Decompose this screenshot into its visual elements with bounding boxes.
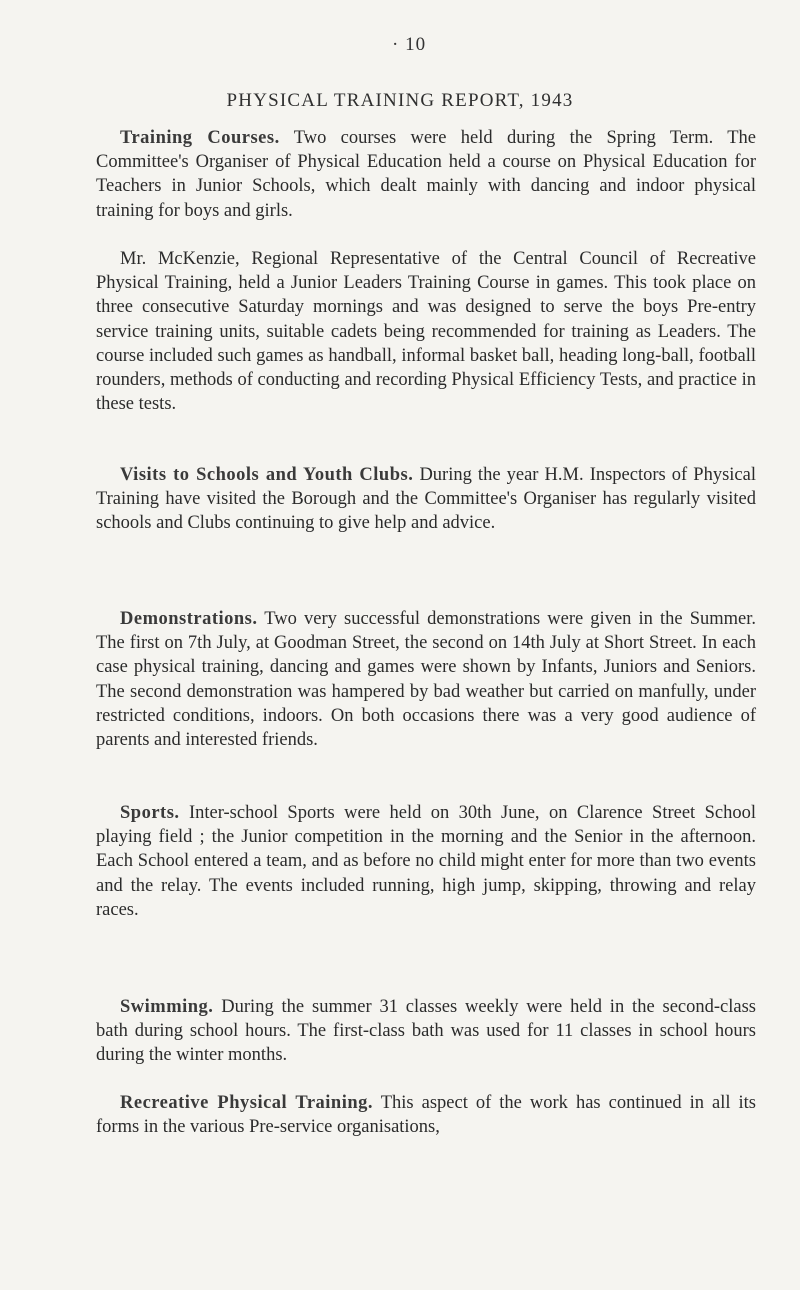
section-training-courses [96,126,756,223]
section-demonstrations [96,607,756,752]
section-text: Inter-school Sports were held on 30th June, on Clarence Street School playing field ; the Junior competition in the morning and the Senior in the afternoon. Each School entered a team, and as before no child might enter for more than two events and the relay. The events included running, high jump, skipping, throwing and relay races. [96,803,756,920]
section-text: Mr. McKenzie, Regional Representative of the Central Council of Recreative Physical Training, held a Junior Leaders Training Course in games. This took place on three consecutive Saturday mornings and was designed to serve the boys Pre-entry service training units, suitable cadets being recommended for training as Leaders. The course included such games as handball, informal basket ball, heading long-ball, football rounders, methods of conducting and recording Physical Efficiency Tests, and practice in these tests. [96,249,756,415]
section-sports [96,801,756,922]
section-recreative-training [96,1091,756,1139]
section-heading: Demonstrations. [120,609,258,629]
section-heading: Swimming. [120,997,214,1017]
section-heading: Visits to Schools and Youth Clubs. [120,465,414,485]
section-text: Two courses were held during the Spring Term. The Committee's Organiser of Physical Education held a course on Physical Education for Teachers in Junior Schools, which dealt mainly with dancing and indoor physical training for boys and girls. [96,128,756,221]
section-text: This aspect of the work has continued in all its forms in the various Pre-service organisations, [96,1093,756,1138]
section-heading: Sports. [120,803,180,823]
section-heading: Training Courses. [120,128,280,148]
section-heading: Recreative Physical Training. [120,1093,374,1113]
section-text: During the year H.M. Inspectors of Physical Training have visited the Borough and the Committee's Organiser has regularly visited schools and Clubs continuing to give help and advice. [96,465,756,534]
section-junior-leaders-course [96,247,756,416]
page-number: · 10 [392,34,427,55]
section-text: During the summer 31 classes weekly were held in the second-class bath during school hours. The first-class bath was used for 11 classes in school hours during the winter months. [96,997,757,1066]
section-swimming [96,995,756,1068]
report-title: PHYSICAL TRAINING REPORT, 1943 [226,90,574,111]
section-visits [96,463,756,536]
section-text: Two very successful demonstrations were given in the Summer. The first on 7th July, at Goodman Street, the second on 14th July at Short Street. In each case physical training, dancing and games were shown by Infants, Juniors and Seniors. The second demonstration was hampered by bad weather but carried on manfully, under restricted conditions, indoors. On both occasions there was a very good audience of parents and interested friends. [96,609,756,751]
